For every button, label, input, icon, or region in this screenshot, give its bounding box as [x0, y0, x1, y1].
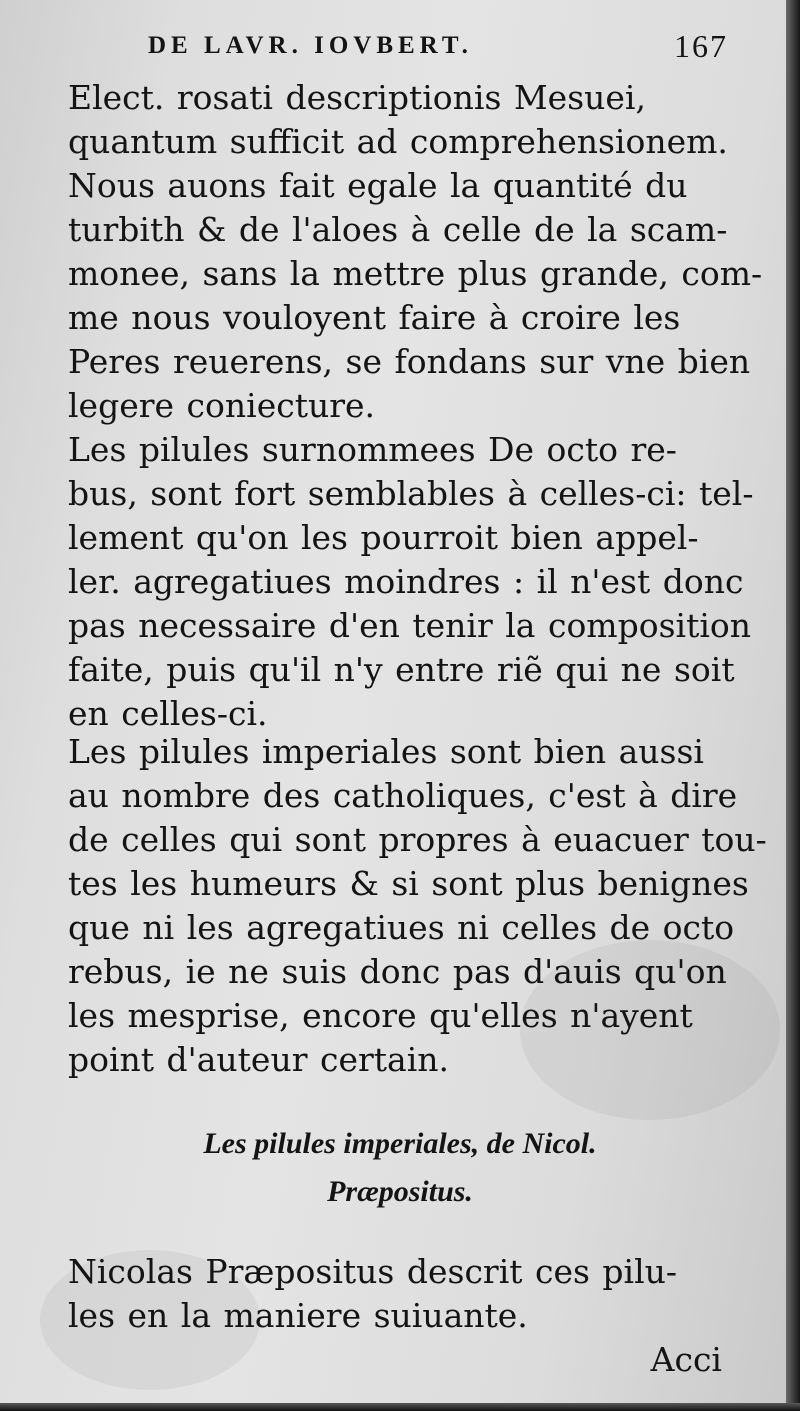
running-head: DE LAVR. IOVBERT. [148, 32, 473, 59]
text-line: rebus, ie ne suis donc pas d'auis qu'on [68, 952, 727, 991]
page-header [148, 28, 748, 68]
text-line: quantum sufficit ad comprehensionem. [68, 122, 728, 161]
text-line: Nicolas Præpositus descrit ces pilu- [68, 1252, 678, 1291]
text-line: faite, puis qu'il n'y entre riẽ qui ne soit [68, 650, 735, 689]
text-line: ler. agregatiues moindres : il n'est donc [68, 562, 744, 601]
page-edge-shadow [786, 0, 800, 1411]
paragraph-2 [68, 164, 763, 428]
text-line: me nous vouloyent faire à croire les [68, 298, 681, 337]
closing-paragraph [68, 1250, 730, 1338]
paragraph-1 [68, 76, 730, 164]
text-line: point d'auteur certain. [68, 1040, 450, 1079]
section-heading [0, 1120, 790, 1216]
text-line: monee, sans la mettre plus grande, com- [68, 254, 763, 293]
catchword: Acci [650, 1340, 722, 1379]
text-line: Les pilules surnommees De octo re- [68, 430, 677, 469]
text-line: les mesprise, encore qu'elles n'ayent [68, 996, 693, 1035]
page-number: 167 [674, 28, 728, 64]
text-line: bus, sont fort semblables à celles-ci: tel- [68, 474, 754, 513]
text-line: legere coniecture. [68, 386, 376, 425]
text-line: en celles-ci. [68, 694, 268, 733]
text-line: que ni les agregatiues ni celles de octo [68, 908, 735, 947]
section-heading-line: Præpositus. [327, 1175, 473, 1208]
text-line: tes les humeurs & si sont plus benignes [68, 864, 749, 903]
text-line: lement qu'on les pourroit bien appel- [68, 518, 699, 557]
text-line: Peres reuerens, se fondans sur vne bien [68, 342, 751, 381]
text-line: au nombre des catholiques, c'est à dire [68, 776, 738, 815]
page-bottom-shadow [0, 1403, 800, 1411]
text-line: Nous auons fait egale la quantité du [68, 166, 688, 205]
text-line: Elect. rosati descriptionis Mesuei, [68, 78, 646, 117]
text-line: Les pilules imperiales sont bien aussi [68, 732, 704, 771]
text-line: les en la maniere suiuante. [68, 1296, 528, 1335]
section-heading-line: Les pilules imperiales, de Nicol. [203, 1127, 597, 1160]
text-line: turbith & de l'aloes à celle de la scam- [68, 210, 728, 249]
text-line: pas necessaire d'en tenir la composition [68, 606, 752, 645]
paragraph-3 [68, 428, 754, 736]
text-line: de celles qui sont propres à euacuer tou- [68, 820, 767, 859]
paragraph-4 [68, 730, 767, 1082]
